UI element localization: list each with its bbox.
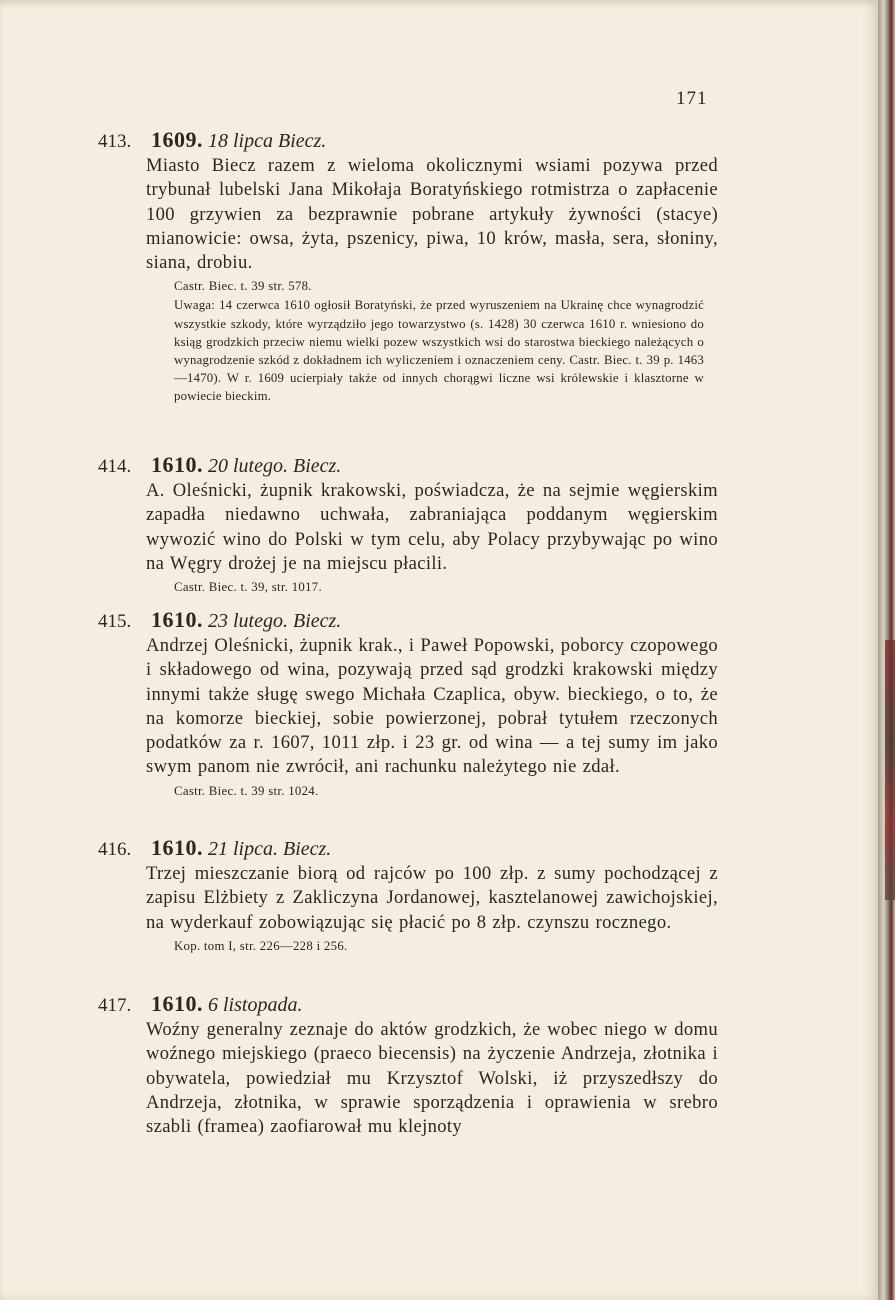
entry-date: 6 listopada. [208,994,303,1016]
entry-heading [98,453,718,479]
entry-year: 1610. [151,607,203,632]
entry-year: 1610. [151,835,203,860]
entry-body [146,1018,718,1139]
entry-number: 413. [98,131,132,152]
entry-number: 414. [98,456,132,477]
entry-text: Trzej mieszczanie biorą od rajców po 100 złp. z sumy pochodzącej z zapisu Elżbiety z Zakliczyna Jordanowej, kasztelanowej zawichojskiej, na wyderkauf zobowiązując się płacić po 8 złp. czynszu rocznego. [146,863,718,933]
entry-414 [98,453,718,597]
entry-date: 23 lutego. Biecz. [208,610,342,632]
entry-date: 20 lutego. Biecz. [208,455,342,477]
entry-415 [98,608,718,801]
page-number: 171 [676,88,708,109]
entry-note: Uwaga: 14 czerwca 1610 ogłosił Boratyński, że przed wyruszeniem na Ukrainę chce wynagrodzić wszystkie szkody, które wyrządziło jego towarzystwo (s. 1428) 30 czerwca 1610 r. wniesiono do ksiąg grodzkich przeciw niemu wielki pozew wszystkich wsi do starostwa bieckiego należących o wynagrodzenie szkód z dokładnem ich wyliczeniem i oznaczeniem ceny. Castr. Biec. t. 39 p. 1463—1470). W r. 1609 ucierpiały także od innych chorągwi liczne wsi królewskie i klasztorne w powiecie bieckim. [174,298,704,403]
entry-413 [98,128,718,405]
entry-text: Andrzej Oleśnicki, żupnik krak., i Paweł Popowski, poborcy czopowego i składowego od wina, pozywają przed sąd grodzki krakowski między innymi także sługę swego Michała Czaplica, obyw. bieckiego, o to, że na komorze bieckiej, sobie powierzonej, pobrał tytułem rzeczonych podatków za r. 1607, 1011 złp. i 23 gr. od wina — a tej sumy im jako swym panom nie zwrócił, ani rachunku należytego nie zdał. [146,635,718,778]
entry-body [146,479,718,576]
entry-source: Kop. tom I, str. 226—228 i 256. [174,938,348,953]
entry-date: 18 lipca Biecz. [208,130,327,152]
entry-source: Castr. Biec. t. 39, str. 1017. [174,580,322,595]
entry-body [146,154,718,275]
entry-text: Woźny generalny zeznaje do aktów grodzkich, że wobec niego w domu woźnego miejskiego (praeco biecensis) na życzenie Andrzeja, złotnika i obywatela, powiedział mu Krzysztof Wolski, iż przyszedłszy do Andrzeja, złotnika, w sprawie sporządzenia i oprawienia w srebro szabli (framea) zaofiarował mu klejnoty [146,1019,718,1138]
entry-heading [98,836,718,862]
binding-edge [885,640,895,900]
entry-source: Castr. Biec. t. 39 str. 578. [174,279,312,294]
entry-heading [98,128,718,154]
entry-text: A. Oleśnicki, żupnik krakowski, poświadcza, że na sejmie węgierskim zapadła niedawno uchwała, zabraniająca poddanym węgierskim wywozić wino do Polski w tym celu, aby Polacy przybywając po wino na Węgry drożej je na miejscu płacili. [146,480,718,574]
entry-416 [98,836,718,956]
entry-year: 1609. [151,127,203,152]
entry-year: 1610. [151,991,203,1016]
entry-text: Miasto Biecz razem z wieloma okolicznymi wsiami pozywa przed trybunał lubelski Jana Mikołaja Boratyńskiego rotmistrza o zapłacenie 100 grzywien za bezprawnie pobrane artykuły żywności (stacye) mianowicie: owsa, żyta, pszenicy, piwa, 10 krów, masła, sera, słoniny, siana, drobiu. [146,155,718,274]
entry-heading [98,608,718,634]
entry-year: 1610. [151,452,203,477]
entry-date: 21 lipca. Biecz. [208,838,332,860]
entry-number: 417. [98,995,132,1016]
entry-body [146,634,718,780]
entry-number: 415. [98,611,132,632]
entry-source: Castr. Biec. t. 39 str. 1024. [174,783,319,798]
entry-417 [98,992,718,1139]
entry-number: 416. [98,839,132,860]
entry-heading [98,992,718,1018]
entry-body [146,862,718,935]
